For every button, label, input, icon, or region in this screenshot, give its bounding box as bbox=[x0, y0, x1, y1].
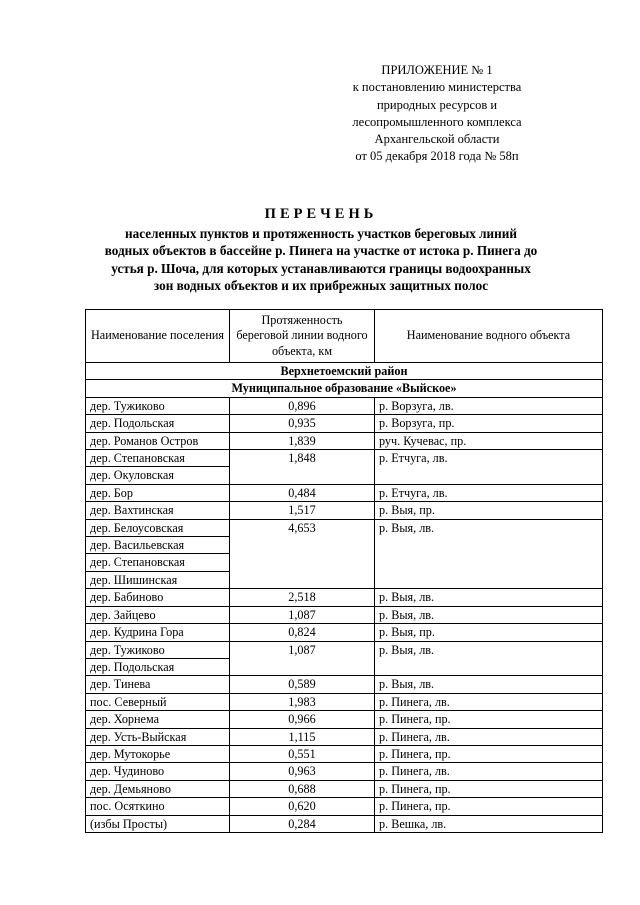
settlement-cell: дер. Тужиково bbox=[86, 641, 230, 658]
table-header-row bbox=[86, 310, 603, 363]
water-object-cell: р. Выя, лв. bbox=[375, 606, 603, 623]
settlement-cell: (избы Просты) bbox=[86, 815, 230, 832]
length-cell: 0,896 bbox=[230, 397, 375, 414]
water-object-cell: р. Выя, лв. bbox=[375, 519, 603, 589]
settlement-cell: дер. Зайцево bbox=[86, 606, 230, 623]
municipality-name: Муниципальное образование «Выйское» bbox=[86, 380, 603, 397]
table-row bbox=[86, 415, 603, 432]
table-row bbox=[86, 432, 603, 449]
table-row bbox=[86, 519, 603, 536]
table-row bbox=[86, 693, 603, 710]
annex-line: от 05 декабря 2018 года № 58п bbox=[355, 149, 519, 164]
water-object-cell: р. Выя, лв. bbox=[375, 676, 603, 693]
length-cell: 1,839 bbox=[230, 432, 375, 449]
district-row bbox=[86, 363, 603, 380]
settlement-cell: дер. Тинева bbox=[86, 676, 230, 693]
table-row bbox=[86, 641, 603, 658]
water-object-cell: р. Вешка, лв. bbox=[375, 815, 603, 832]
table-row bbox=[86, 624, 603, 641]
municipality-row bbox=[86, 380, 603, 397]
settlement-cell: дер. Тужиково bbox=[86, 397, 230, 414]
length-cell: 0,824 bbox=[230, 624, 375, 641]
table-row bbox=[86, 502, 603, 519]
length-cell: 0,551 bbox=[230, 745, 375, 762]
length-cell: 0,284 bbox=[230, 815, 375, 832]
table-row bbox=[86, 728, 603, 745]
water-object-cell: р. Ворзуга, лв. bbox=[375, 397, 603, 414]
table-row bbox=[86, 676, 603, 693]
header-length: Протяженность береговой линии водного объекта, км bbox=[230, 310, 375, 363]
settlement-cell: дер. Окуловская bbox=[86, 467, 230, 484]
settlement-cell: дер. Белоусовская bbox=[86, 519, 230, 536]
settlements-table bbox=[85, 309, 603, 833]
length-cell: 0,688 bbox=[230, 780, 375, 797]
settlement-cell: дер. Подольская bbox=[86, 658, 230, 675]
water-object-cell: р. Пинега, лв. bbox=[375, 693, 603, 710]
header-settlement: Наименование поселения bbox=[86, 310, 230, 363]
settlement-cell: пос. Северный bbox=[86, 693, 230, 710]
water-object-cell: р. Ворзуга, пр. bbox=[375, 415, 603, 432]
water-object-cell: р. Пинега, пр. bbox=[375, 798, 603, 815]
settlement-cell: дер. Усть-Выйская bbox=[86, 728, 230, 745]
table-row bbox=[86, 450, 603, 467]
annex-line: природных ресурсов и bbox=[376, 97, 498, 112]
annex-line: Архангельской области bbox=[374, 132, 500, 147]
settlement-cell: пос. Осяткино bbox=[86, 798, 230, 815]
header-water-object: Наименование водного объекта bbox=[375, 310, 603, 363]
length-cell: 0,484 bbox=[230, 484, 375, 501]
table-row bbox=[86, 745, 603, 762]
water-object-cell: р. Выя, лв. bbox=[375, 589, 603, 606]
table-row bbox=[86, 798, 603, 815]
table-row bbox=[86, 397, 603, 414]
table-row bbox=[86, 711, 603, 728]
settlement-cell: дер. Бор bbox=[86, 484, 230, 501]
length-cell: 1,087 bbox=[230, 641, 375, 676]
district-name: Верхнетоемский район bbox=[86, 363, 603, 380]
water-object-cell: р. Выя, пр. bbox=[375, 502, 603, 519]
settlement-cell: дер. Демьяново bbox=[86, 780, 230, 797]
length-cell: 4,653 bbox=[230, 519, 375, 589]
subtitle-line: населенных пунктов и протяженность участков береговых линий bbox=[125, 226, 517, 241]
table-row bbox=[86, 763, 603, 780]
settlement-cell: дер. Романов Остров bbox=[86, 432, 230, 449]
table-row bbox=[86, 589, 603, 606]
length-cell: 0,963 bbox=[230, 763, 375, 780]
annex-line: ПРИЛОЖЕНИЕ № 1 bbox=[381, 63, 493, 77]
subtitle-line: водных объектов в бассейне р. Пинега на участке от истока р. Пинега до bbox=[104, 243, 538, 259]
table-row bbox=[86, 815, 603, 832]
document-title: ПЕРЕЧЕНЬ bbox=[264, 206, 378, 222]
length-cell: 0,966 bbox=[230, 711, 375, 728]
settlement-cell: дер. Мутокорье bbox=[86, 745, 230, 762]
water-object-cell: р. Етчуга, лв. bbox=[375, 450, 603, 485]
settlement-cell: дер. Степановская bbox=[86, 554, 230, 571]
table-row bbox=[86, 484, 603, 501]
length-cell: 0,620 bbox=[230, 798, 375, 815]
water-object-cell: р. Пинега, пр. bbox=[375, 780, 603, 797]
table-row bbox=[86, 780, 603, 797]
length-cell: 2,518 bbox=[230, 589, 375, 606]
settlement-cell: дер. Бабиново bbox=[86, 589, 230, 606]
length-cell: 1,517 bbox=[230, 502, 375, 519]
length-cell: 1,983 bbox=[230, 693, 375, 710]
settlement-cell: дер. Васильевская bbox=[86, 537, 230, 554]
settlement-cell: дер. Чудиново bbox=[86, 763, 230, 780]
subtitle-line: устья р. Шоча, для которых устанавливаются границы водоохранных bbox=[111, 260, 531, 276]
length-cell: 1,087 bbox=[230, 606, 375, 623]
length-cell: 1,115 bbox=[230, 728, 375, 745]
water-object-cell: р. Выя, пр. bbox=[375, 624, 603, 641]
annex-line: к постановлению министерства bbox=[352, 80, 522, 95]
settlement-cell: дер. Степановская bbox=[86, 450, 230, 467]
water-object-cell: р. Пинега, пр. bbox=[375, 745, 603, 762]
annex-header bbox=[318, 62, 556, 166]
water-object-cell: р. Пинега, лв. bbox=[375, 728, 603, 745]
subtitle-line: зон водных объектов и их прибрежных защитных полос bbox=[153, 278, 489, 294]
settlement-cell: дер. Шишинская bbox=[86, 571, 230, 588]
settlement-cell: дер. Хорнема bbox=[86, 711, 230, 728]
water-object-cell: р. Етчуга, лв. bbox=[375, 484, 603, 501]
length-cell: 0,589 bbox=[230, 676, 375, 693]
settlement-cell: дер. Вахтинская bbox=[86, 502, 230, 519]
length-cell: 0,935 bbox=[230, 415, 375, 432]
settlement-cell: дер. Подольская bbox=[86, 415, 230, 432]
annex-line: лесопромышленного комплекса bbox=[352, 114, 522, 129]
settlement-cell: дер. Кудрина Гора bbox=[86, 624, 230, 641]
table-row bbox=[86, 606, 603, 623]
water-object-cell: руч. Кучевас, пр. bbox=[375, 432, 603, 449]
water-object-cell: р. Пинега, пр. bbox=[375, 711, 603, 728]
length-cell: 1,848 bbox=[230, 450, 375, 485]
water-object-cell: р. Выя, лв. bbox=[375, 641, 603, 676]
document-subtitle bbox=[60, 225, 582, 295]
water-object-cell: р. Пинега, лв. bbox=[375, 763, 603, 780]
